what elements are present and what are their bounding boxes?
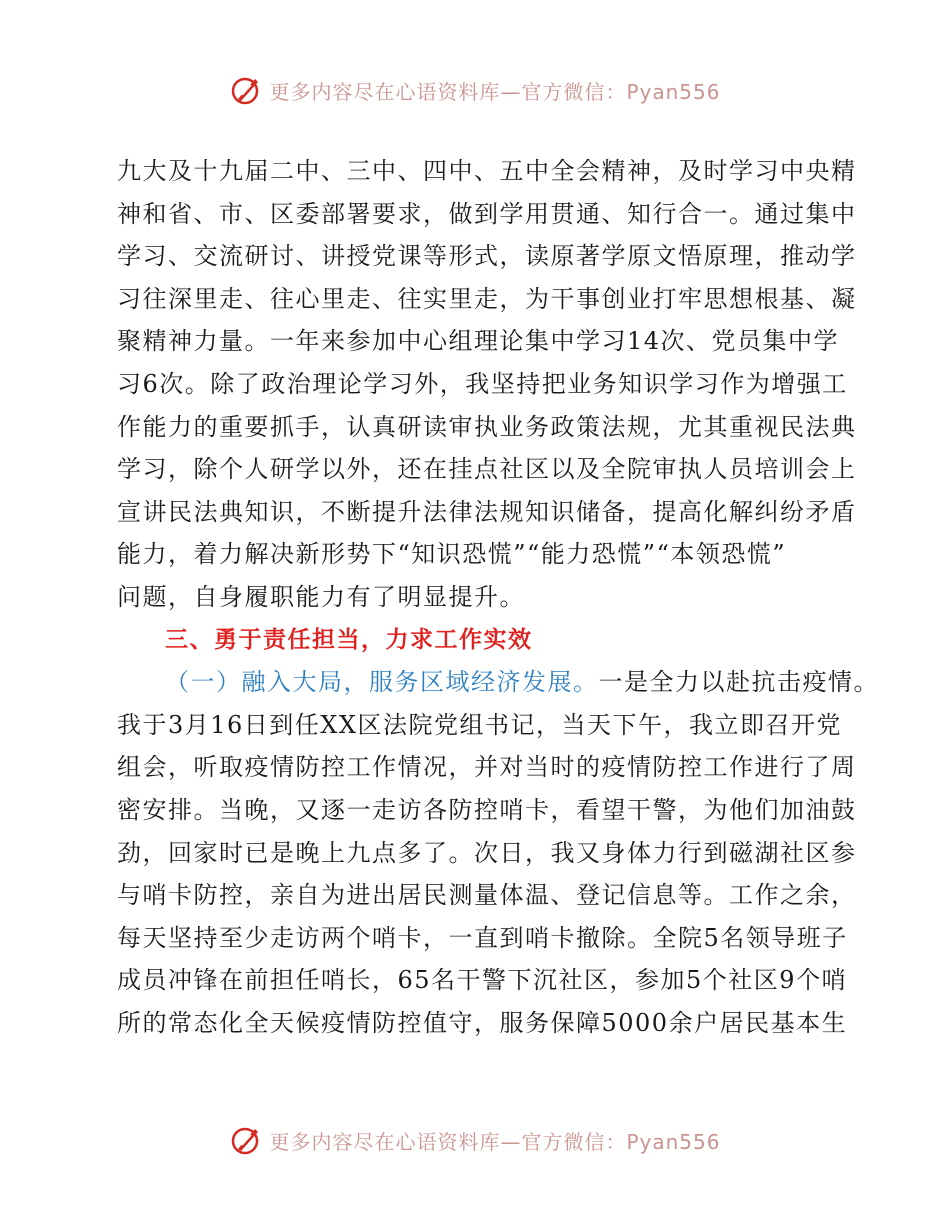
paragraph-study — [117, 150, 857, 619]
text-line: 所的常态化全天候疫情防控值守，服务保障5000余户居民基本生 — [117, 1008, 848, 1037]
text-run: 一是全力以赴抗击疫情。 — [598, 668, 879, 697]
text-line: 我于3月16日到任XX区法院党组书记，当天下午，我立即召开党 — [117, 710, 842, 739]
text-line: 九大及十九届二中、三中、四中、五中全会精神，及时学习中央精 — [117, 157, 857, 185]
text-line: 习6次。除了政治理论学习外，我坚持把业务知识学习作为增强工 — [117, 369, 848, 398]
text-line: 宣讲民法典知识，不断提升法律法规知识储备，提高化解纠纷矛盾 — [117, 497, 857, 526]
text-line: 问题，自身履职能力有了明显提升。 — [117, 582, 525, 611]
quill-pen-logo-icon — [229, 73, 263, 107]
text-line: 聚精神力量。一年来参加中心组理论集中学习14次、党员集中学 — [117, 327, 840, 356]
quill-pen-logo-icon — [229, 1123, 263, 1157]
text-line: 学习，除个人研学以外，还在挂点社区以及全院审执人员培训会上 — [117, 455, 857, 484]
header-banner-text: 更多内容尽在心语资料库—官方微信：Pyan556 — [269, 79, 721, 104]
text-line: 与哨卡防控，亲自为进出居民测量体温、登记信息等。工作之余， — [117, 881, 857, 910]
text-line: 作能力的重要抓手，认真研读审执业务政策法规，尤其重视民法典 — [117, 412, 857, 441]
text-line: 能力，着力解决新形势下“知识恐慌”“能力恐慌”“本领恐慌” — [117, 540, 787, 569]
paragraph-epidemic — [117, 661, 879, 1044]
subsection-heading: （一）融入大局，服务区域经济发展。 — [165, 668, 599, 697]
section-heading: 三、勇于责任担当，力求工作实效 — [165, 626, 533, 653]
text-line: 学习、交流研讨、讲授党课等形式，读原著学原文悟原理，推动学 — [117, 242, 857, 271]
header-banner — [0, 70, 950, 110]
text-line-first — [117, 661, 879, 704]
text-line: 劲，回家时已是晚上九点多了。次日，我又身体力行到磁湖社区参 — [117, 838, 857, 867]
text-line: 组会，听取疫情防控工作情况，并对当时的疫情防控工作进行了周 — [117, 753, 857, 782]
text-line: 每天坚持至少走访两个哨卡，一直到哨卡撤除。全院5名领导班子 — [117, 923, 848, 952]
text-line: 神和省、市、区委部署要求，做到学用贯通、知行合一。通过集中 — [117, 199, 857, 228]
footer-banner — [0, 1120, 950, 1160]
text-line: 习往深里走、往心里走、往实里走，为干事创业打牢思想根基、凝 — [117, 284, 857, 313]
document-body — [117, 150, 879, 1044]
footer-banner-text: 更多内容尽在心语资料库—官方微信：Pyan556 — [269, 1129, 721, 1154]
text-line: 成员冲锋在前担任哨长，65名干警下沉社区，参加5个社区9个哨 — [117, 966, 848, 995]
text-line: 密安排。当晚，又逐一走访各防控哨卡，看望干警，为他们加油鼓 — [117, 795, 857, 824]
